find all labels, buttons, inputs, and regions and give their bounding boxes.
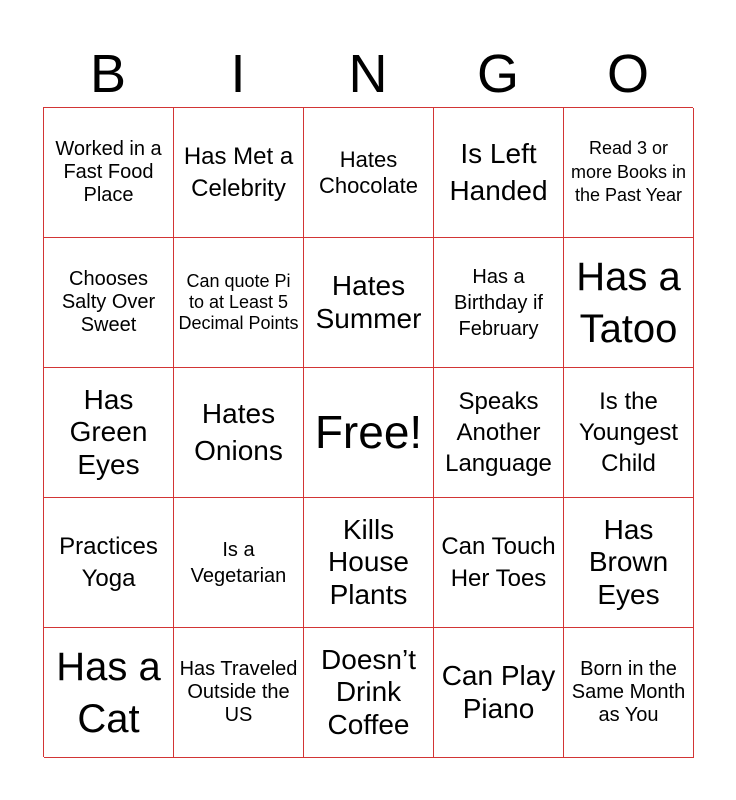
bingo-cell[interactable] [564,498,694,628]
bingo-cell[interactable] [304,108,434,238]
cell-label: Worked in a Fast Food Place [55,138,162,206]
bingo-cell[interactable] [44,628,174,758]
cell-label: Is Left Handed [449,138,548,206]
bingo-cell[interactable] [564,238,694,368]
bingo-cell[interactable] [174,368,304,498]
free-space-cell[interactable] [304,368,434,498]
header-letter-n: N [348,44,388,104]
bingo-cell[interactable] [564,368,694,498]
cell-label: Is the Youngest Child [578,387,679,478]
bingo-cell[interactable] [434,238,564,368]
cell-label: Kills House Plants [328,514,409,610]
header-letter-i: I [230,44,246,104]
bingo-cell[interactable] [564,628,694,758]
cell-label: Has Met a Celebrity [183,143,294,202]
bingo-cell[interactable] [44,498,174,628]
cell-label: Has Green Eyes [69,384,148,480]
cell-label: Free! [314,406,423,459]
bingo-cell[interactable] [434,368,564,498]
cell-label: Born in the Same Month as You [571,658,686,726]
cell-label: Practices Yoga [59,533,158,592]
cell-label: Hates Chocolate [318,147,419,198]
cell-label: Has a Birthday if February [454,265,543,340]
cell-label: Has a Cat [56,644,161,741]
bingo-cell[interactable] [434,628,564,758]
bingo-cell[interactable] [304,498,434,628]
cell-label: Can Play Piano [441,660,556,724]
bingo-header [43,40,693,108]
cell-label: Has Brown Eyes [588,514,669,610]
bingo-cell[interactable] [174,238,304,368]
header-letter-b: B [89,44,127,104]
cell-label: Chooses Salty Over Sweet [61,268,156,336]
cell-label: Can Touch Her Toes [441,533,556,592]
bingo-cell[interactable] [44,238,174,368]
bingo-cell[interactable] [44,108,174,238]
bingo-cell[interactable] [564,108,694,238]
cell-label: Read 3 or more Books in the Past Year [570,138,687,206]
bingo-cell[interactable] [174,628,304,758]
bingo-board [43,107,693,757]
bingo-cell[interactable] [304,238,434,368]
header-letter-g: G [476,44,519,104]
cell-label: Doesn’t Drink Coffee [321,644,416,740]
bingo-cell[interactable] [174,108,304,238]
bingo-cell[interactable] [174,498,304,628]
bingo-cell[interactable] [304,628,434,758]
bingo-cell[interactable] [434,498,564,628]
cell-label: Has Traveled Outside the US [179,658,298,726]
bingo-cell[interactable] [434,108,564,238]
cell-label: Can quote Pi to at Least 5 Decimal Points [178,271,299,333]
cell-label: Hates Onions [194,398,283,466]
cell-label: Has a Tatoo [576,254,681,351]
header-letter-o: O [606,44,649,104]
bingo-cell[interactable] [44,368,174,498]
cell-label: Speaks Another Language [445,387,552,478]
cell-label: Is a Vegetarian [190,538,287,587]
cell-label: Hates Summer [315,270,422,334]
